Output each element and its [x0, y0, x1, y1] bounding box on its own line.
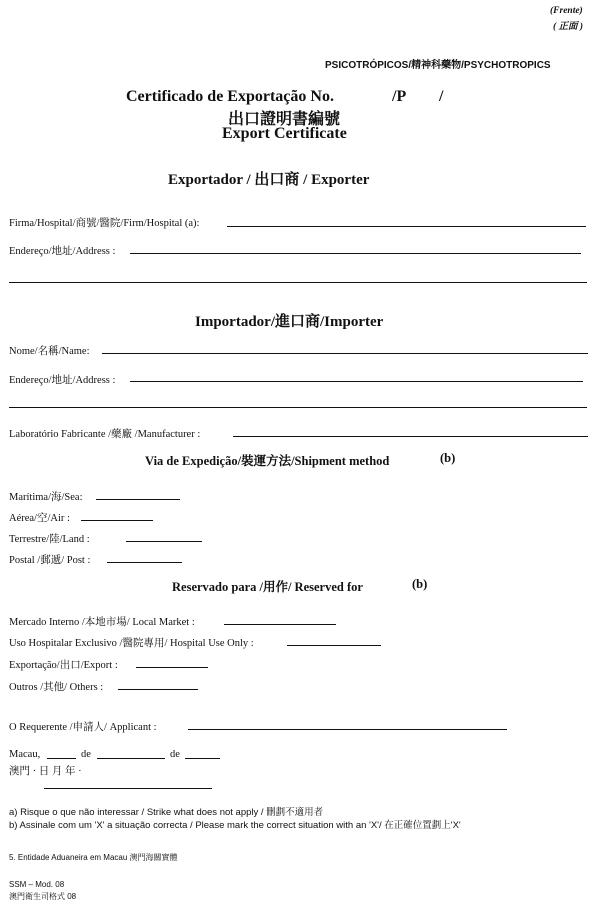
importer-address-label: Endereço/地址/Address : — [9, 375, 116, 386]
exporter-firm-label: Firma/Hospital/商號/醫院/Firm/Hospital (a): — [9, 218, 200, 229]
reserved-others-label: Outros /其他/ Others : — [9, 682, 104, 693]
exporter-firm-field[interactable] — [227, 226, 586, 227]
certificate-title-en: Export Certificate — [222, 125, 347, 142]
applicant-label: O Requerente /申請人/ Applicant : — [9, 722, 157, 733]
applicant-field[interactable] — [188, 729, 507, 730]
note-a: a) Risque o que não interessar / Strike what does not apply / 刪劃不適用者 — [9, 807, 324, 818]
importer-address-field-2[interactable] — [9, 407, 587, 408]
reserved-export-field[interactable] — [136, 667, 208, 668]
date-de1: de — [81, 749, 91, 760]
date-cn-line: 澳門 · 日 月 年 · — [9, 766, 82, 777]
shipment-option-air-field[interactable] — [81, 520, 153, 521]
shipment-option-air-label: Aérea/空/Air : — [9, 513, 70, 524]
reserved-note: (b) — [412, 577, 428, 591]
date-macau-label: Macau, — [9, 749, 41, 760]
manufacturer-field[interactable] — [233, 436, 588, 437]
exporter-heading: Exportador / 出口商 / Exporter — [168, 172, 370, 188]
shipment-option-land-field[interactable] — [126, 541, 202, 542]
certificate-number-sep1: /P — [392, 88, 407, 105]
importer-heading: Importador/進口商/Importer — [195, 314, 384, 330]
certificate-title-cn: 出口證明書編號 — [228, 111, 341, 128]
date-year-field[interactable] — [185, 758, 220, 759]
date-day-field[interactable] — [47, 758, 76, 759]
shipment-heading: Via de Expedição/裝運方法/Shipment method — [145, 454, 390, 468]
certificate-number-sep2: / — [439, 88, 444, 105]
footer-mod: SSM – Mod. 08 — [9, 880, 65, 889]
footer-mod-cn: 澳門衛生司格式 08 — [9, 892, 77, 901]
reserved-local-market-label: Mercado Interno /本地市場/ Local Market : — [9, 617, 195, 628]
shipment-option-post-label: Postal /郵遞/ Post : — [9, 555, 91, 566]
shipment-option-post-field[interactable] — [107, 562, 182, 563]
exporter-address-field-2[interactable] — [9, 282, 587, 283]
reserved-hospital-field[interactable] — [287, 645, 381, 646]
note-b: b) Assinale com um 'X' a situação correcta / Please mark the correct situation with an 'X'/ 在正確位置劃上'X' — [9, 820, 461, 831]
reserved-export-label: Exportação/出口/Export : — [9, 660, 118, 671]
reserved-local-market-field[interactable] — [224, 624, 336, 625]
shipment-option-land-label: Terrestre/陸/Land : — [9, 534, 90, 545]
shipment-note: (b) — [440, 451, 456, 465]
category-label: PSICOTRÓPICOS/精神科藥物/PSYCHOTROPICS — [325, 60, 551, 71]
certificate-title: Certificado de Exportação No. — [126, 88, 334, 105]
page-side-label: (Frente) — [550, 6, 583, 16]
date-month-field[interactable] — [97, 758, 165, 759]
reserved-others-field[interactable] — [118, 689, 198, 690]
footer-entity: 5. Entidade Aduaneira em Macau 澳門海關實體 — [9, 853, 178, 862]
shipment-option-sea-label: Marítima/海/Sea: — [9, 492, 83, 503]
date-de2: de — [170, 749, 180, 760]
date-place-field[interactable] — [44, 788, 212, 789]
manufacturer-label: Laboratório Fabricante /藥廠 /Manufacturer : — [9, 429, 201, 440]
exporter-address-field[interactable] — [130, 253, 581, 254]
importer-name-field[interactable] — [102, 353, 588, 354]
importer-name-label: Nome/名稱/Name: — [9, 346, 90, 357]
reserved-hospital-label: Uso Hospitalar Exclusivo /醫院專用/ Hospital Use Only : — [9, 638, 254, 649]
exporter-address-label: Endereço/地址/Address : — [9, 246, 116, 257]
page-side-label-cn: ( 正面 ) — [553, 22, 584, 32]
shipment-option-sea-field[interactable] — [96, 499, 180, 500]
importer-address-field[interactable] — [130, 381, 583, 382]
reserved-heading: Reservado para /用作/ Reserved for — [172, 580, 363, 594]
